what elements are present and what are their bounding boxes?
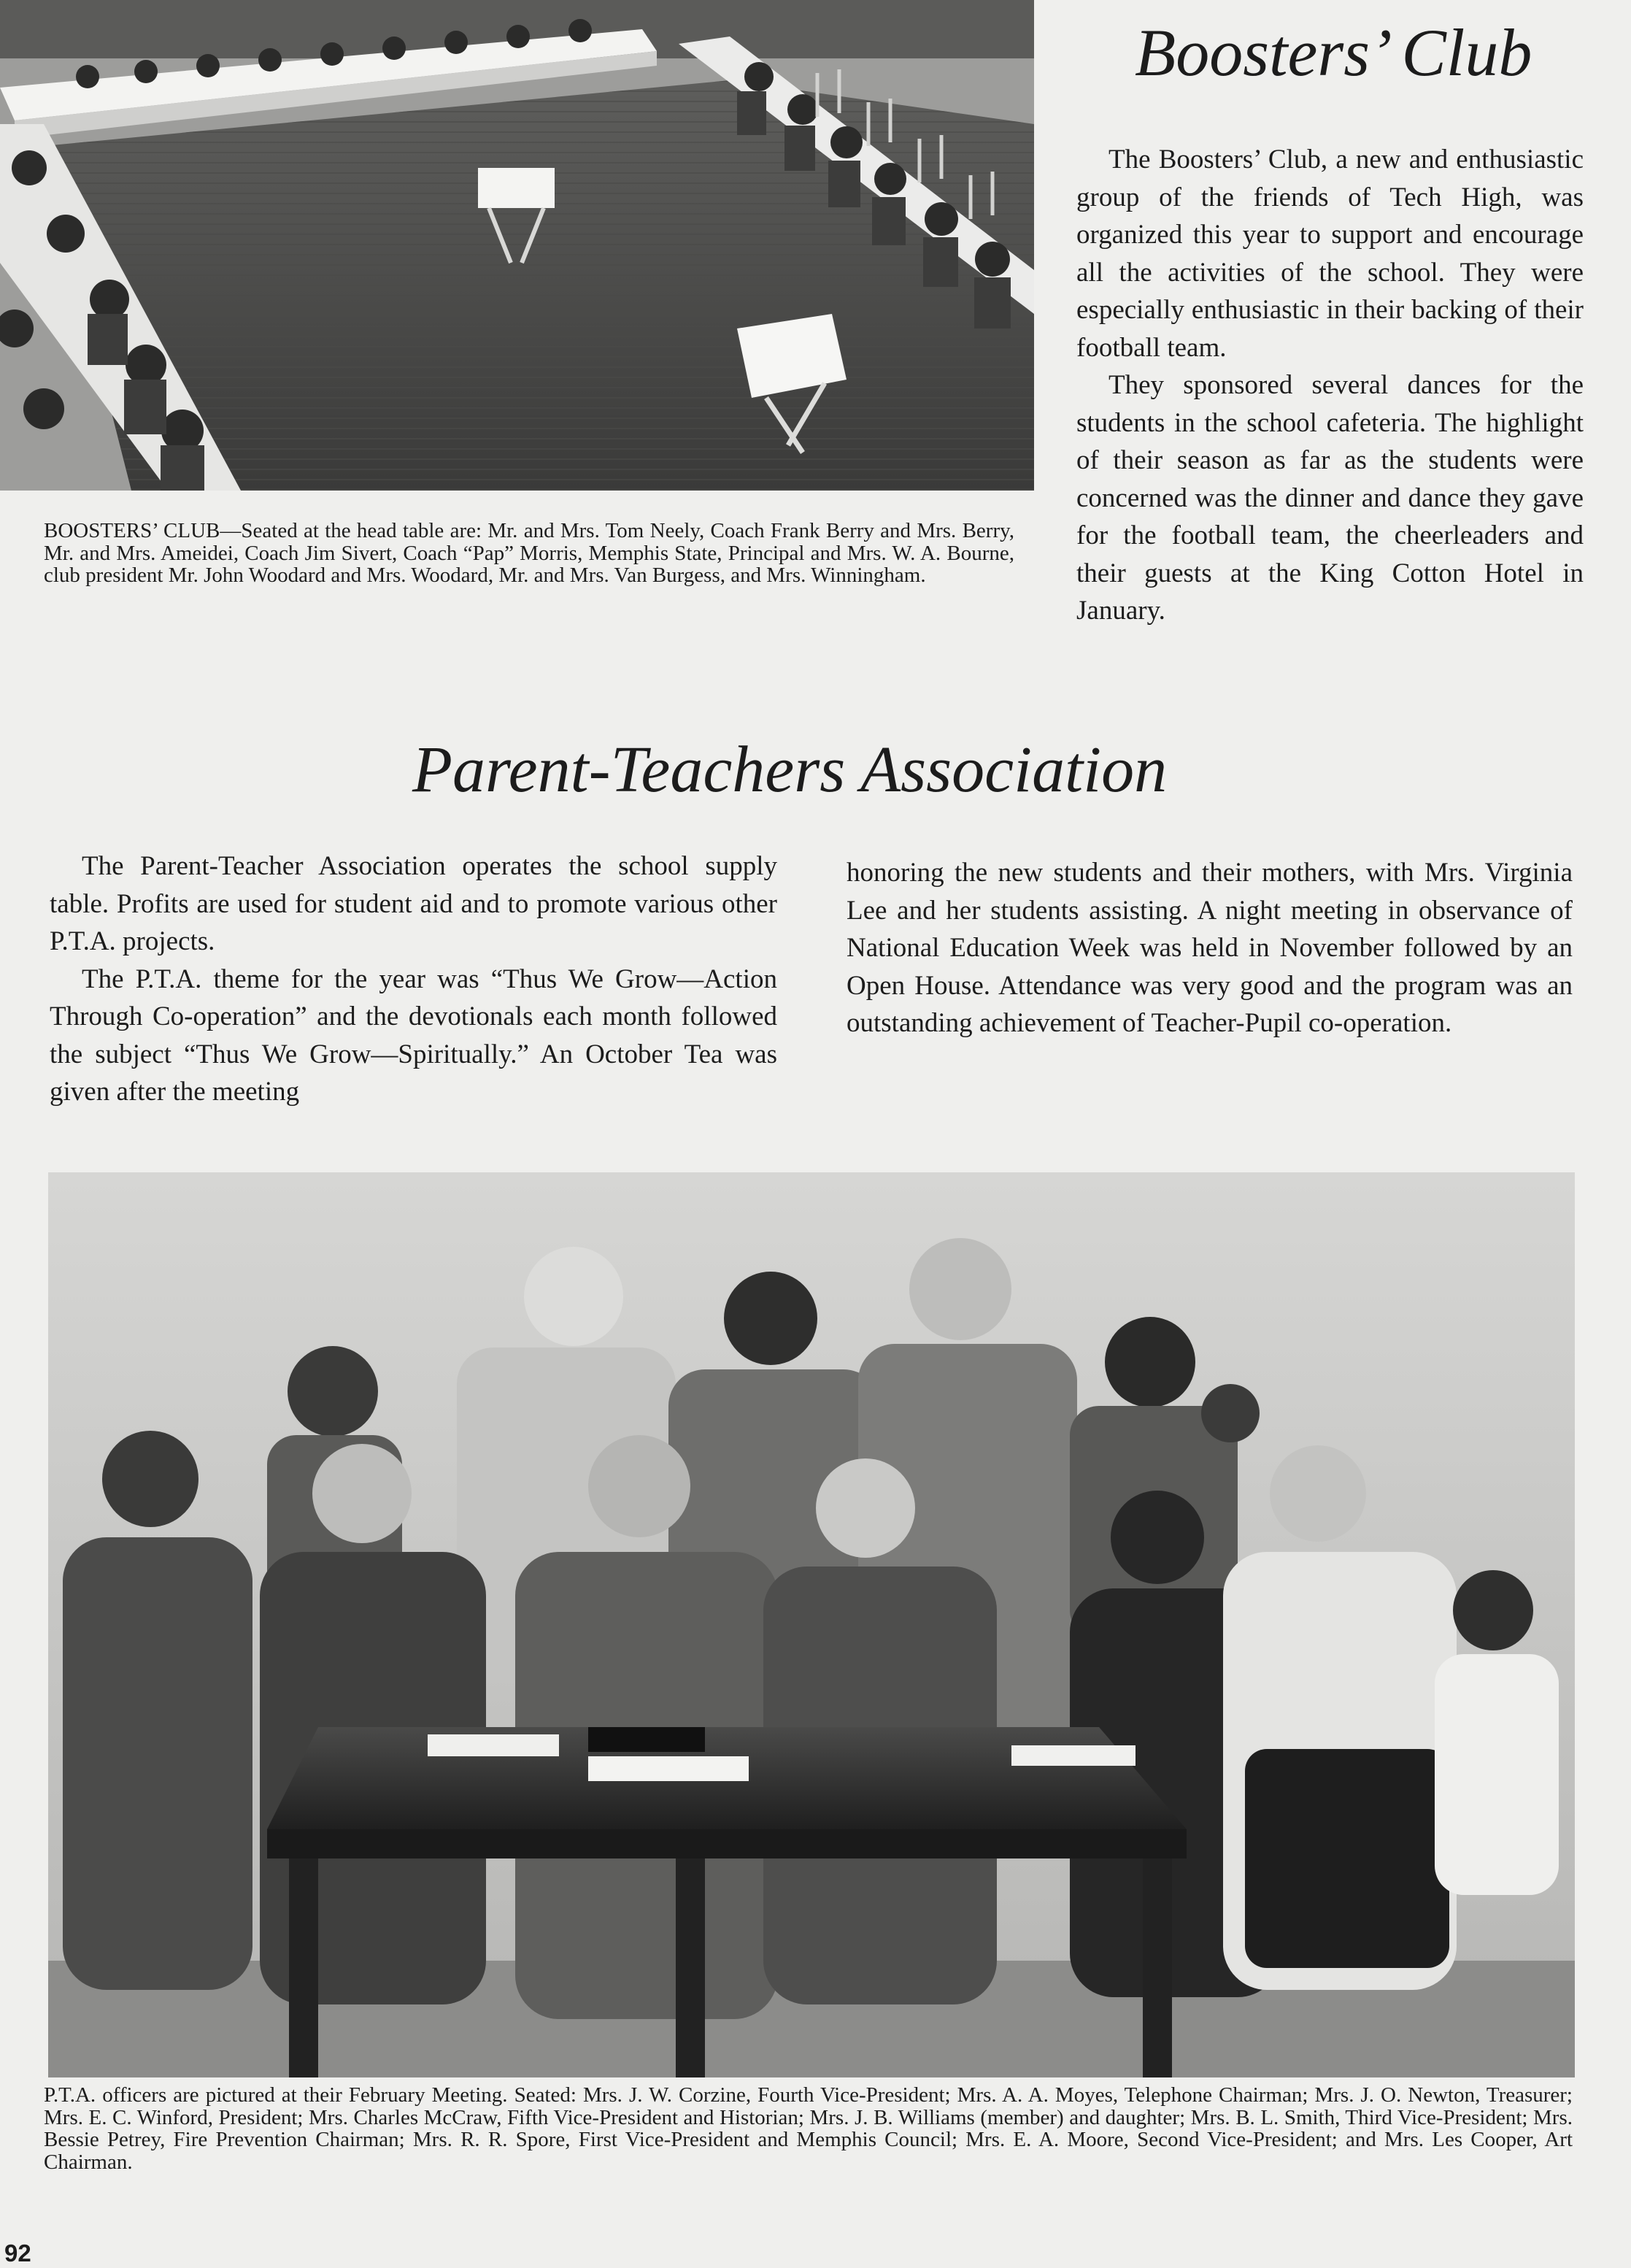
- pta-photo-caption: P.T.A. officers are pictured at their February Meeting. Seated: Mrs. J. W. Corzine, Fourth Vice-President; Mrs. A. A. Moyes, Telephone Chairman; Mrs. J. O. Newton, Treasurer; Mrs. E. C. Winford, President; Mrs. Charles McCraw, Fifth Vice-President and Historian; Mrs. J. B. Williams (member) and daughter; Mrs. B. L. Smith, Third Vice-President; Mrs. Bessie Petrey, Fire Prevention Chairman; Mrs. R. R. Spore, First Vice-President and Memphis Council; Mrs. E. A. Moore, Second Vice-President; and Mrs. Les Cooper, Art Chairman.: [44, 2083, 1573, 2174]
- boosters-club-title: Boosters’ Club: [1135, 15, 1532, 90]
- banquet-scene: [0, 0, 1034, 491]
- boosters-banquet-photo: [0, 0, 1034, 491]
- boosters-paragraph-2: They sponsored several dances for the students in the school cafeteria. The highlight of their season as far as the students were concerned was the dinner and dance they gave for the football team, the cheerleaders and their guests at the King Cotton Hotel in January.: [1076, 370, 1584, 626]
- pta-column-right: honoring the new students and their mothers, with Mrs. Virginia Lee and her students assisting. A night meeting in observance of National Education Week was held in November followed by an Open House. Attendance was very good and the program was an outstanding achievement of Teacher-Pupil co-operation.: [847, 858, 1573, 1038]
- boosters-paragraph-1: The Boosters’ Club, a new and enthusiastic group of the friends of Tech High, was organized this year to support and encourage all the activities of the school. They were especially enthusiastic in their backing of their football team.: [1076, 145, 1584, 363]
- pta-title: Parent-Teachers Association: [412, 734, 1168, 806]
- boosters-photo-caption: BOOSTERS’ CLUB—Seated at the head table are: Mr. and Mrs. Tom Neely, Coach Frank Berry and Mrs. Berry, Mr. and Mrs. Ameidei, Coach Jim Sivert, Coach “Pap” Morris, Memphis State, Principal and Mrs. W. A. Bourne, club president Mr. John Woodard and Mrs. Woodard, Mr. and Mrs. Van Burgess, and Mrs. Winningham.: [44, 519, 1014, 587]
- page-number: 92: [4, 2240, 31, 2267]
- pta-column-left: [50, 847, 777, 1111]
- pta-group-scene: [48, 1172, 1575, 2077]
- pta-officers-photo: [48, 1172, 1575, 2077]
- pta-left-paragraph-2: The P.T.A. theme for the year was “Thus We Grow—Action Through Co-operation” and the devotionals each month followed the subject “Thus We Grow—Spiritually.” An October Tea was given after the meeting: [50, 964, 777, 1107]
- boosters-club-body: [1076, 141, 1584, 630]
- pta-left-paragraph-1: The Parent-Teacher Association operates the school supply table. Profits are used for student aid and to promote various other P.T.A. projects.: [50, 851, 777, 956]
